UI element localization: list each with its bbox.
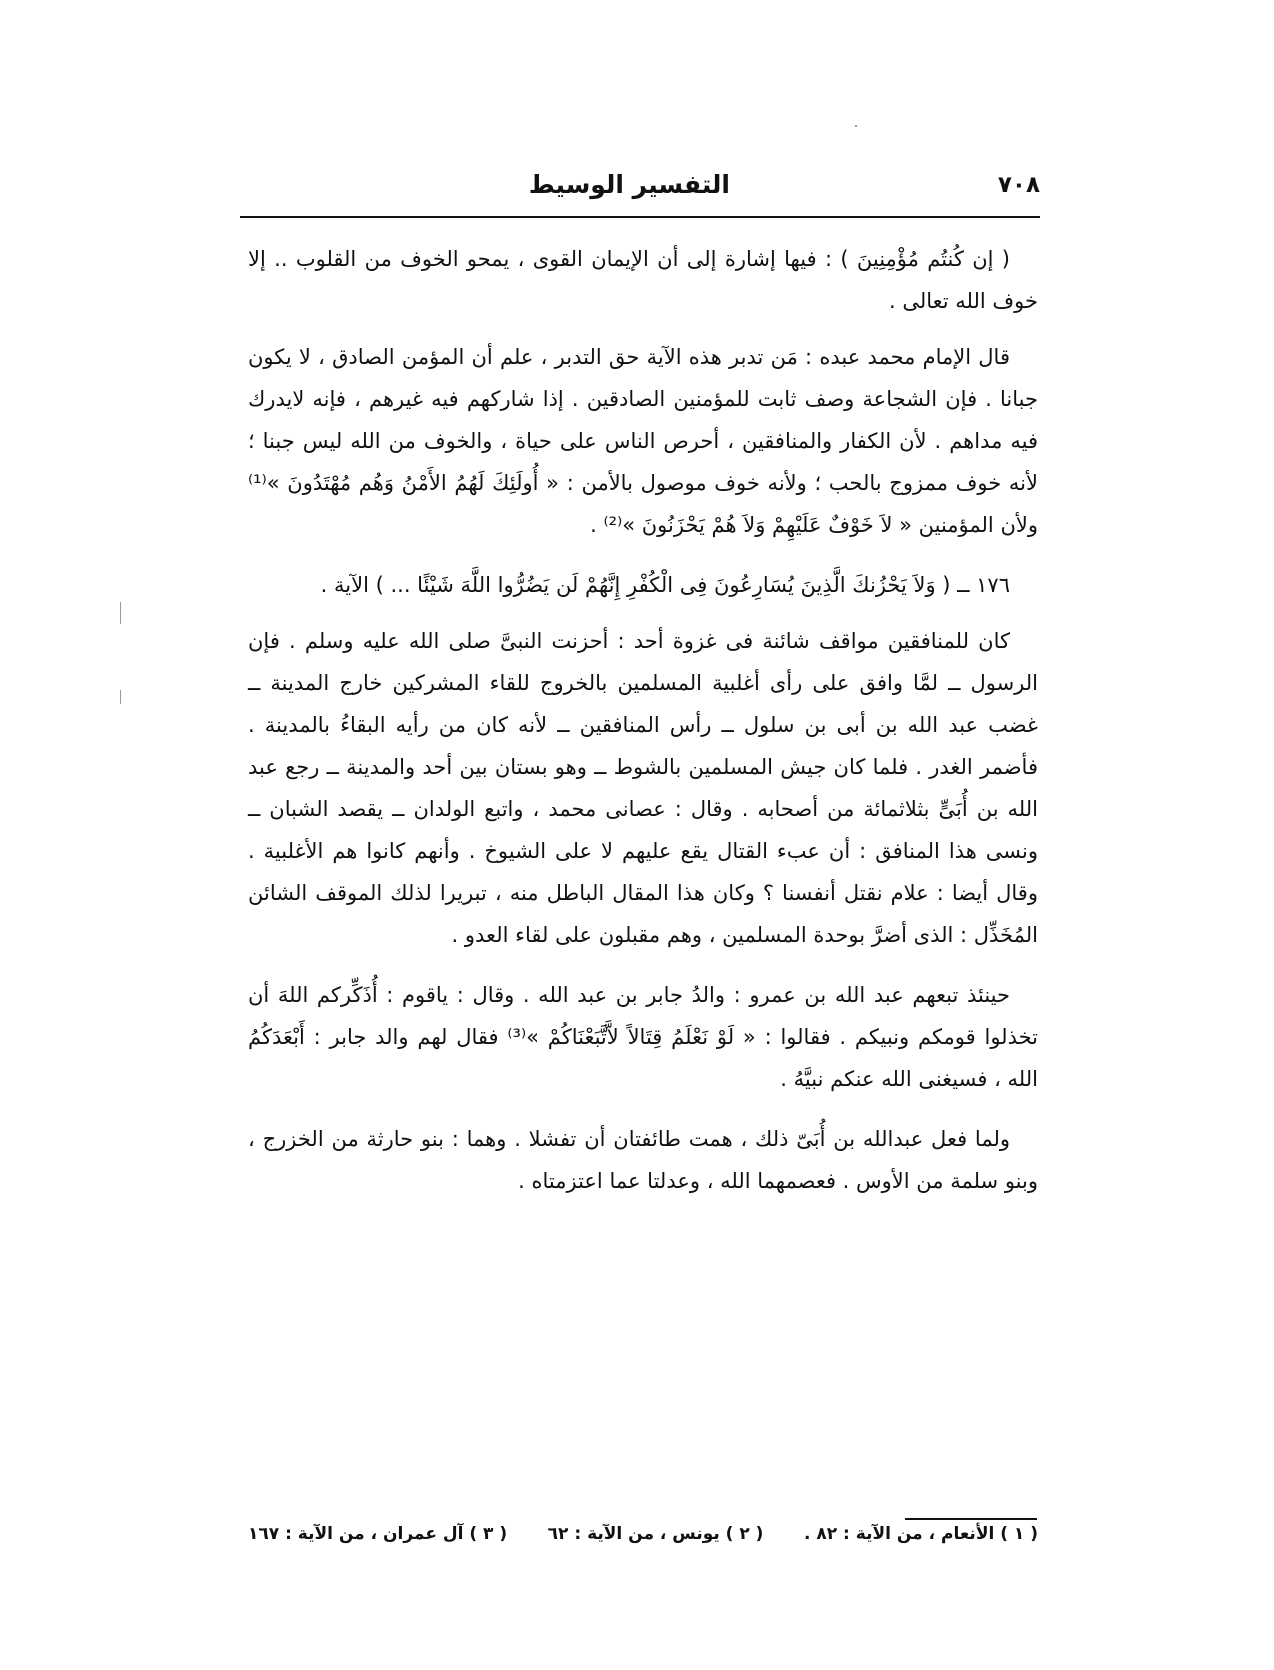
paragraph-muhammad-abduh: قال الإمام محمد عبده : مَن تدبر هذه الآية حق التدبر ، علم أن المؤمن الصادق ، لا يكون جبانا . فإن الشجاعة وصف ثابت للمؤمنين الصادقين . إذا شاركهم فيه غيرهم ، فإنه لايدرك فيه مداهم . لأن الكفار والمنافقين ، أحرص الناس على حياة ، والخوف من الله ليس جبنا ؛ لأنه خوف ممزوج بالحب ؛ ولأنه خوف موصول بالأمن : « أُولَئِكَ لَهُمُ الأَمْنُ وَهُم مُهْتَدُونَ »⁽¹⁾ ولأن المؤمنين « لاَ خَوْفٌ عَلَيْهِمْ وَلاَ هُمْ يَحْزَنُونَ »⁽²⁾ .	[248, 345, 1038, 537]
footnotes	[248, 1524, 1038, 1544]
footnote-rule	[905, 1518, 1037, 1520]
footnote-3: ( ٣ ) آل عمران ، من الآية : ١٦٧	[248, 1524, 508, 1544]
paragraph-abdullah-bin-amr: حينئذ تبعهم عبد الله بن عمرو : والدُ جابر بن عبد الله . وقال : ياقوم : أُذَكِّركم اللهَ أن تخذلوا قومكم ونبيكم . فقالوا : « لَوْ نَعْلَمُ قِتَالاً لاَّتَّبَعْنَاكُمْ »⁽³⁾ فقال لهم والد جابر : أَبْعَدَكُمُ الله ، فسيغنى الله عنكم نبيَّهُ .	[248, 983, 1038, 1091]
header-rule	[240, 216, 1040, 218]
verse-heading-176: ١٧٦ ــ ( وَلاَ يَحْزُنكَ الَّذِينَ يُسَارِعُونَ فِى الْكُفْرِ إِنَّهُمْ لَن يَضُرُّوا اللَّهَ شَيْئًا ... ) الآية .	[320, 573, 1010, 597]
paragraph-uhud: كان للمنافقين مواقف شائنة فى غزوة أحد : أحزنت النبىَّ صلى الله عليه وسلم . فإن الرسول ــ لمَّا وافق على رأى أغلبية المسلمين بالخروج للقاء المشركين خارج المدينة ــ غضب عبد الله بن أبى بن سلول ــ رأس المنافقين ــ لأنه كان من رأيه البقاءُ بالمدينة . فأضمر الغدر . فلما كان جيش المسلمين بالشوط ــ وهو بستان بين أحد والمدينة ــ رجع عبد الله بن أُبَىٍّ بثلاثمائة من أصحابه . وقال : عصانى محمد ، واتبع الولدان ــ يقصد الشبان ــ ونسى هذا المنافق : أن عبء القتال يقع عليهم لا على الشيوخ . وأنهم كانوا هم الأغلبية . وقال أيضا : علام نقتل أنفسنا ؟ وكان هذا المقال الباطل منه ، تبريرا لذلك الموقف الشائن المُخَذِّل : الذى أضرَّ بوحدة المسلمين ، وهم مقبلون على لقاء العدو .	[248, 629, 1038, 947]
page-header	[240, 168, 1040, 208]
body-text	[248, 238, 1038, 1220]
scan-speck	[120, 690, 121, 704]
page-number: ٧٠٨	[997, 172, 1040, 198]
running-title: التفسير الوسيط	[528, 170, 730, 199]
footnote-1: ( ١ ) الأنعام ، من الآية : ٨٢ .	[803, 1524, 1038, 1544]
scan-speck	[855, 125, 857, 127]
footnote-2: ( ٢ ) يونس ، من الآية : ٦٢	[547, 1524, 764, 1544]
scan-speck	[120, 602, 121, 624]
paragraph-intro: ( إن كُنتُم مُؤْمِنِينَ ) : فيها إشارة إلى أن الإيمان القوى ، يمحو الخوف من القلوب .. إلا خوف الله تعالى .	[248, 247, 1038, 313]
paragraph-two-groups: ولما فعل عبدالله بن أُبَىّ ذلك ، همت طائفتان أن تفشلا . وهما : بنو حارثة من الخزرج ، وبنو سلمة من الأوس . فعصمهما الله ، وعدلتا عما اعتزمتاه .	[248, 1127, 1038, 1193]
